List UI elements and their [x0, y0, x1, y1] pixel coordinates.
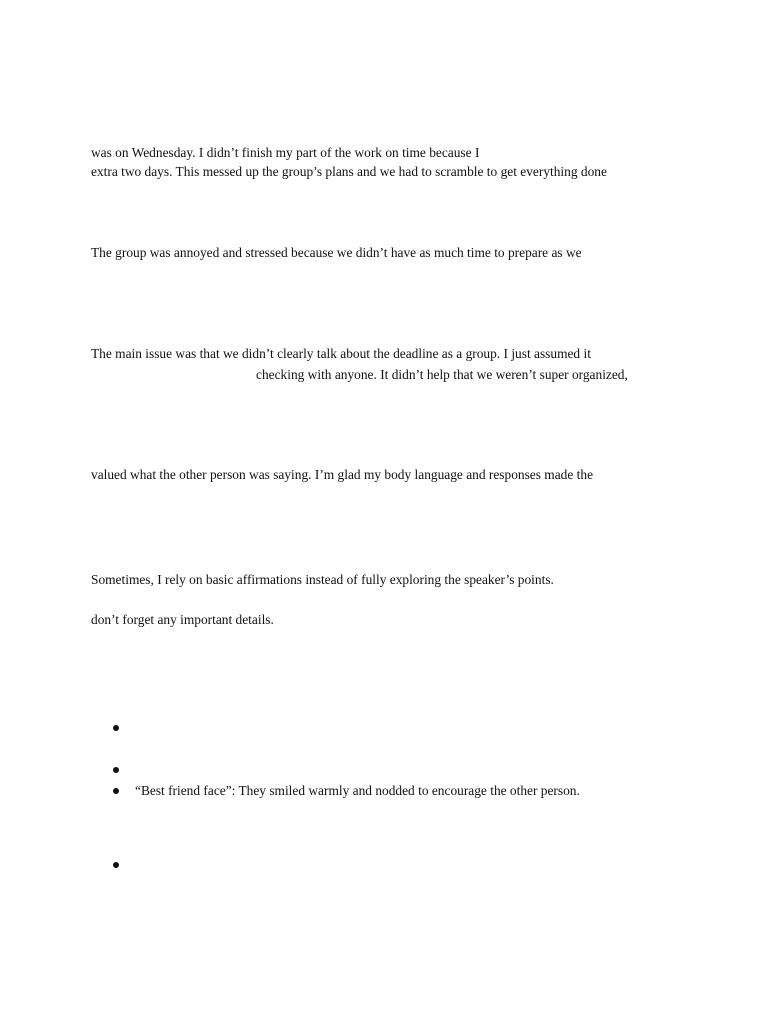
bullet-text: “Best friend face”: They smiled warmly and nodded to encourage the other person.: [135, 783, 580, 798]
bullet-marker: [113, 862, 119, 868]
bullet-marker: [113, 788, 119, 794]
bullet-marker: [113, 725, 119, 731]
paragraph-line: was on Wednesday. I didn’t finish my part of the work on time because I: [91, 145, 480, 160]
bullet-marker: [113, 767, 119, 773]
paragraph-line: don’t forget any important details.: [91, 612, 274, 627]
paragraph-line: Sometimes, I rely on basic affirmations instead of fully exploring the speaker’s points.: [91, 572, 554, 587]
paragraph-line: valued what the other person was saying. I’m glad my body language and responses made the: [91, 467, 594, 482]
paragraph-line: checking with anyone. It didn’t help that we weren’t super organized,: [256, 367, 628, 382]
paragraph-line: The group was annoyed and stressed because we didn’t have as much time to prepare as we: [91, 245, 582, 260]
paragraph-line: extra two days. This messed up the group’s plans and we had to scramble to get everything done: [91, 164, 607, 179]
paragraph-line: The main issue was that we didn’t clearly talk about the deadline as a group. I just assumed it: [91, 346, 591, 361]
